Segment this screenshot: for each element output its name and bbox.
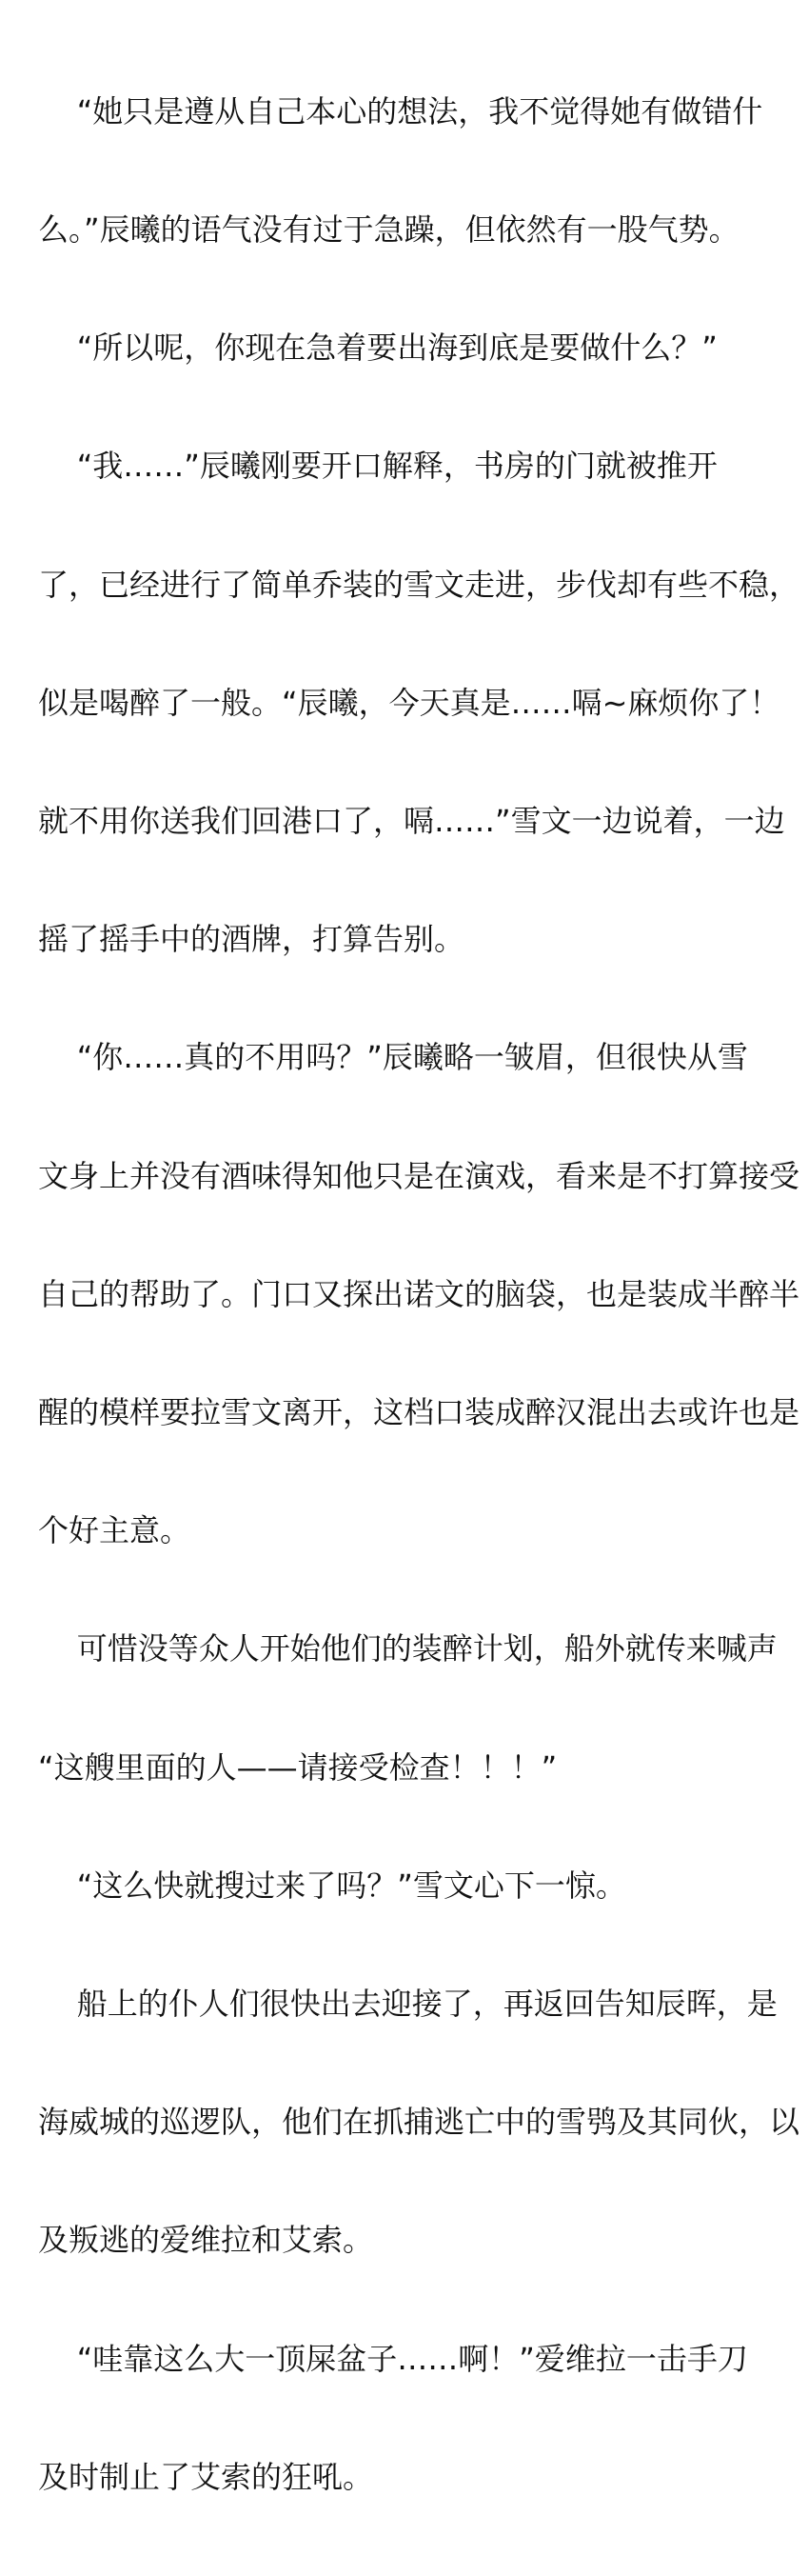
- text-line: 摇了摇手中的酒牌，打算告别。: [38, 921, 465, 958]
- text-line: 个好主意。: [38, 1512, 191, 1549]
- text-line: “所以呢，你现在急着要出海到底是要做什么？”: [38, 329, 718, 367]
- text-line: 可惜没等众人开始他们的装醉计划，船外就传来喊声: [38, 1630, 778, 1667]
- text-line: 船上的仆人们很快出去迎接了，再返回告知辰晖，是: [38, 1986, 778, 2023]
- text-line: “这艘里面的人——请接受检查！！！”: [38, 1748, 558, 1786]
- text-line: 似是喝醉了一般。“辰曦，今天真是……嗝~麻烦你了！: [38, 684, 780, 721]
- text-line: “哇靠这么大一顶屎盆子……啊！”爱维拉一击手刀: [38, 2340, 748, 2377]
- text-line: 自己的帮助了。门口又探出诺文的脑袋，也是装成半醉半: [38, 1275, 800, 1312]
- document-body: [38, 13, 800, 2576]
- text-line: “我……”辰曦刚要开口解释，书房的门就被推开: [38, 448, 718, 485]
- text-line: 就不用你送我们回港口了，嗝……”雪文一边说着，一边: [38, 803, 785, 840]
- text-line: 及叛逃的爱维拉和艾索。: [38, 2222, 374, 2259]
- text-line: 文身上并没有酒味得知他只是在演戏，看来是不打算接受: [38, 1157, 800, 1194]
- text-line: 么。”辰曦的语气没有过于急躁，但依然有一股气势。: [38, 211, 740, 249]
- text-line: 及时制止了艾索的狂吼。: [38, 2458, 374, 2495]
- text-line: 了，已经进行了简单乔装的雪文走进，步伐却有些不稳，: [38, 566, 800, 603]
- text-line: 醒的模样要拉雪文离开，这档口装成醉汉混出去或许也是: [38, 1394, 800, 1431]
- text-line: “她只是遵从自己本心的想法，我不觉得她有做错什: [38, 92, 763, 130]
- text-line: “你……真的不用吗？”辰曦略一皱眉，但很快从雪: [38, 1039, 748, 1076]
- text-line: “这么快就搜过来了吗？”雪文心下一惊。: [38, 1867, 626, 1904]
- text-line: 海威城的巡逻队，他们在抓捕逃亡中的雪鸮及其同伙，以: [38, 2104, 800, 2141]
